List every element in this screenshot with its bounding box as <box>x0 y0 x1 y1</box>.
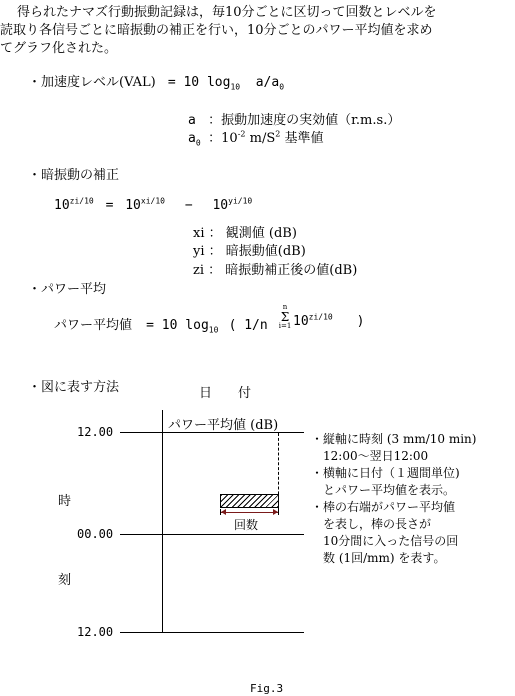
corr-minus: − <box>184 198 193 213</box>
def-a-text: ：振動加速度の実効値（r.m.s.） <box>208 113 401 128</box>
arrow-head-left-icon <box>221 509 226 515</box>
count-label: 回数 <box>234 518 259 532</box>
correction-heading: ・暗振動の補正 <box>28 168 120 183</box>
figure-notes <box>311 431 476 567</box>
corr-zi: zi ： 暗振動補正後の値(dB) <box>193 263 358 278</box>
arrow-head-right-icon <box>273 509 278 515</box>
corr-base1: 10 <box>54 198 70 213</box>
corr-exp1: zi/10 <box>69 196 94 206</box>
power-average-label: パワー平均値 (dB) <box>168 418 279 433</box>
accel-formula-lhs: = 10 log <box>167 75 231 90</box>
corr-base2: 10 <box>125 198 141 213</box>
corr-exp3: yi/10 <box>228 196 253 206</box>
gridline-bottom <box>120 632 304 633</box>
figure-heading: ・図に表す方法 <box>28 380 120 395</box>
y-label-time: 時 <box>58 494 72 509</box>
power-exp: zi/10 <box>308 312 333 322</box>
note-line: ・棒の右端がパワー平均値 <box>311 500 456 514</box>
accel-log-sub: 10 <box>230 82 241 92</box>
def-a0 <box>188 127 323 146</box>
note-line: 10分間に入った信号の回 <box>311 534 459 548</box>
def-a0-unit-exp: 2 <box>275 129 281 139</box>
count-tick-right <box>278 509 279 515</box>
sum-bottom: i=1 <box>278 322 292 330</box>
figure-caption: Fig.3 <box>250 682 284 695</box>
note-line: ・縦軸に時刻 (3 mm/10 min) <box>311 432 477 446</box>
corr-xi: xi ： 観測値 (dB) <box>193 226 297 241</box>
date-label: 日 付 <box>199 386 252 401</box>
accel-formula-rhs: a/a <box>255 75 280 90</box>
power-formula <box>54 314 268 333</box>
def-a0-unit: m/S <box>245 131 276 146</box>
count-arrow-line <box>221 512 278 513</box>
power-base: 10 <box>293 314 309 329</box>
def-a0-colon: ：10 <box>208 131 238 146</box>
tick-top: 12.00 <box>77 425 114 439</box>
def-a0-exp: -2 <box>237 129 246 139</box>
power-formula-lhs: = 10 log <box>146 318 209 333</box>
bar-hatched <box>220 494 279 508</box>
intro-line-3: てグラフ化された。 <box>0 41 118 56</box>
tick-bottom: 12.00 <box>77 625 114 639</box>
accel-a0-sub: 0 <box>279 82 285 92</box>
diagram-vertical-axis <box>162 410 163 632</box>
intro-line-1: 得られたナマズ行動振動記録は，毎10分ごとに区切って回数とレベルを <box>4 5 437 20</box>
def-a <box>188 109 400 128</box>
def-a0-symbol-wrap <box>188 131 204 146</box>
def-a0-sub: 0 <box>195 138 201 148</box>
corr-eq: = <box>105 198 114 213</box>
def-a-symbol: a <box>188 113 196 128</box>
power-label: パワー平均値 <box>54 318 133 333</box>
tick-mid: 00.00 <box>77 527 114 541</box>
power-heading: ・パワー平均 <box>28 282 107 297</box>
intro-line-2: 読取り各信号ごとに暗振動の補正を行い，10分ごとのパワー平均値を求め <box>0 23 433 38</box>
note-line: ・横軸に日付（１週間単位) <box>311 466 460 480</box>
accel-formula <box>168 75 284 90</box>
power-sum <box>278 304 292 330</box>
note-line: 12:00～翌日12:00 <box>311 449 429 463</box>
gridline-mid <box>120 534 304 535</box>
power-tail <box>293 314 364 329</box>
note-line: を表し，棒の長さが <box>311 517 432 531</box>
corr-base3: 10 <box>212 198 229 213</box>
note-line: 数 (1回/mm) を表す。 <box>311 551 446 565</box>
def-a0-tail: 基準値 <box>280 131 324 146</box>
corr-yi: yi ： 暗振動値(dB) <box>193 244 306 259</box>
power-paren-open: ( 1/n <box>228 318 268 333</box>
y-label-scale: 刻 <box>58 573 72 588</box>
note-line: とパワー平均値を表示。 <box>311 483 456 497</box>
corr-exp2: xi/10 <box>140 196 165 206</box>
accel-heading-text: ・加速度レベル(VAL) <box>28 75 156 90</box>
power-log-sub: 10 <box>208 325 219 335</box>
correction-formula <box>54 198 252 213</box>
sum-symbol: Σ <box>280 310 290 324</box>
def-a0-symbol: a <box>188 131 196 146</box>
sum-top: n <box>282 303 288 311</box>
power-paren-close: ) <box>356 314 365 329</box>
accel-heading <box>28 71 284 90</box>
